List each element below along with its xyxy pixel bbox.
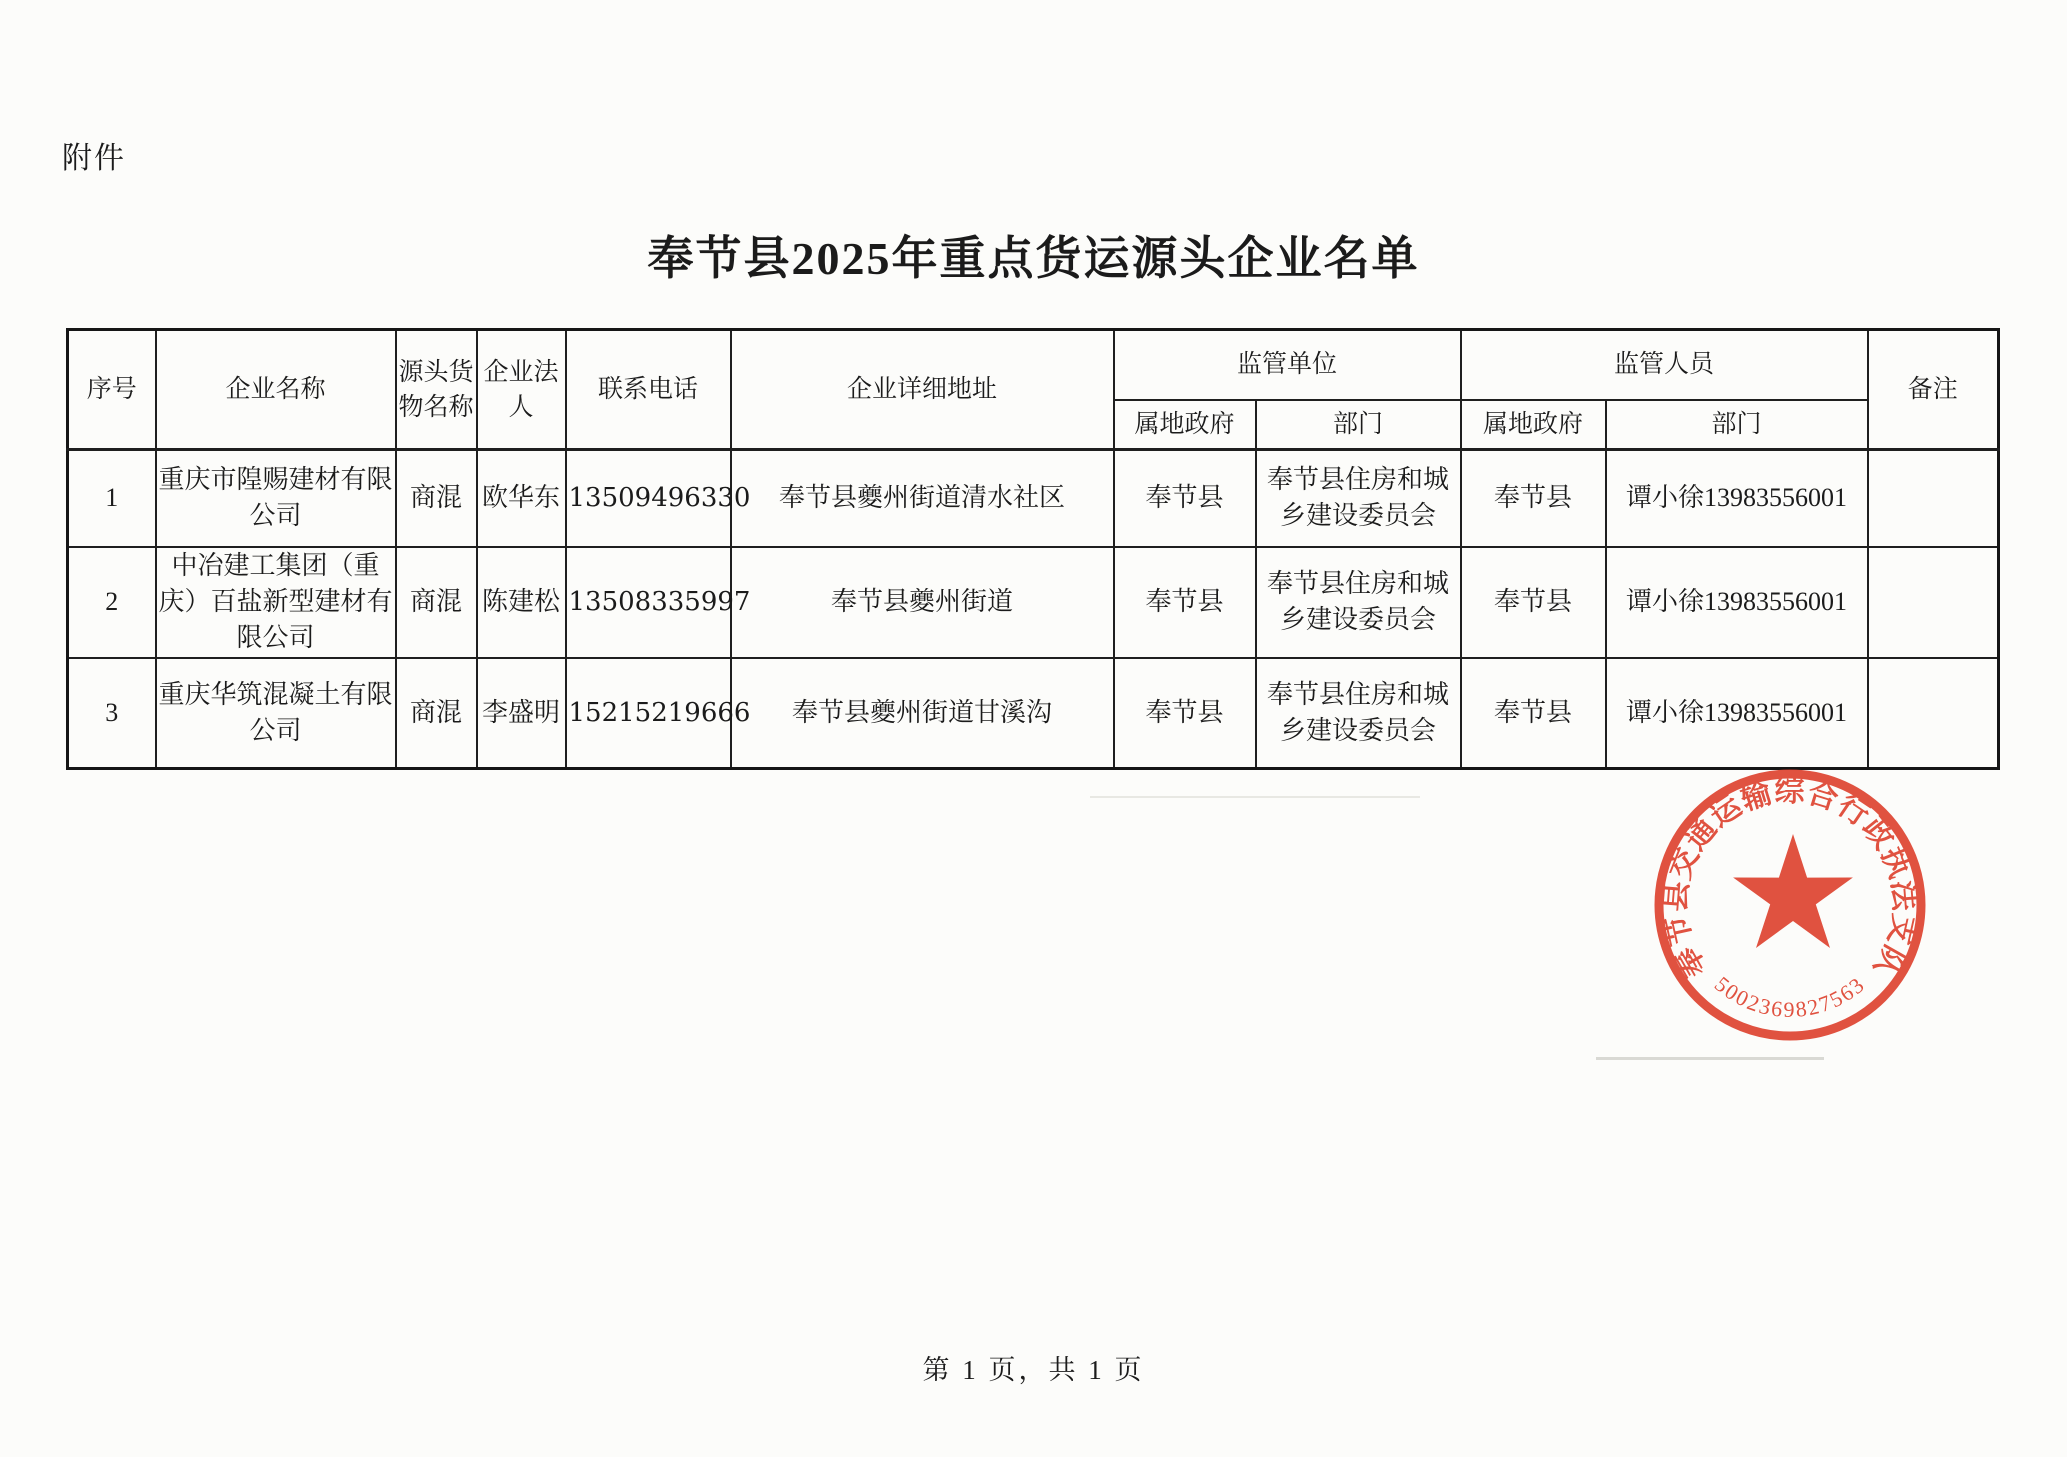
- seal-star: [1733, 834, 1853, 948]
- cell-seq: 1: [68, 450, 156, 547]
- header-phone: 联系电话: [566, 330, 731, 450]
- cell-phone: 15215219666: [566, 658, 731, 769]
- cell-address: 奉节县夔州街道: [731, 547, 1114, 658]
- header-remarks: 备注: [1868, 330, 1999, 450]
- scan-smudge: [1090, 796, 1420, 798]
- cell-company: 中冶建工集团（重庆）百盐新型建材有限公司: [156, 547, 396, 658]
- cell-unit-dept: 奉节县住房和城乡建设委员会: [1256, 658, 1461, 769]
- cell-person-local-gov: 奉节县: [1461, 658, 1606, 769]
- cell-phone: 13509496330: [566, 450, 731, 547]
- enterprise-table: [66, 328, 2000, 770]
- table-row: [68, 547, 1999, 658]
- header-person-local-gov: 属地政府: [1461, 400, 1606, 450]
- cell-person-local-gov: 奉节县: [1461, 450, 1606, 547]
- cell-person-dept: 谭小徐13983556001: [1606, 658, 1868, 769]
- header-unit-local-gov: 属地政府: [1114, 400, 1256, 450]
- header-address: 企业详细地址: [731, 330, 1114, 450]
- cell-remarks: [1868, 658, 1999, 769]
- table-row: [68, 450, 1999, 547]
- cell-person-local-gov: 奉节县: [1461, 547, 1606, 658]
- document-title: 奉节县2025年重点货运源头企业名单: [647, 233, 1420, 284]
- cell-unit-local-gov: 奉节县: [1114, 547, 1256, 658]
- cell-remarks: [1868, 450, 1999, 547]
- cell-person-dept: 谭小徐13983556001: [1606, 450, 1868, 547]
- header-unit-dept: 部门: [1256, 400, 1461, 450]
- cell-goods: 商混: [396, 658, 477, 769]
- cell-legal-person: 李盛明: [477, 658, 566, 769]
- table-header-row-1: [68, 330, 1999, 400]
- header-supervision-unit-group: 监管单位: [1114, 330, 1461, 400]
- attachment-label: 附件: [62, 142, 126, 175]
- cell-unit-dept: 奉节县住房和城乡建设委员会: [1256, 547, 1461, 658]
- cell-seq: 3: [68, 658, 156, 769]
- cell-goods: 商混: [396, 547, 477, 658]
- header-seq: 序号: [68, 330, 156, 450]
- cell-seq: 2: [68, 547, 156, 658]
- svg-text:5002369827563: [1710, 971, 1870, 1022]
- header-person-dept: 部门: [1606, 400, 1868, 450]
- table-row: [68, 658, 1999, 769]
- seal-serial-number: 5002369827563: [1709, 971, 1871, 1022]
- cell-legal-person: 欧华东: [477, 450, 566, 547]
- cell-person-dept: 谭小徐13983556001: [1606, 547, 1868, 658]
- page-footer: 第 1 页，共 1 页: [922, 1355, 1145, 1385]
- cell-address: 奉节县夔州街道甘溪沟: [731, 658, 1114, 769]
- cell-unit-local-gov: 奉节县: [1114, 450, 1256, 547]
- cell-goods: 商混: [396, 450, 477, 547]
- cell-unit-local-gov: 奉节县: [1114, 658, 1256, 769]
- cell-address: 奉节县夔州街道清水社区: [731, 450, 1114, 547]
- cell-company: 重庆华筑混凝土有限公司: [156, 658, 396, 769]
- cell-phone: 13508335997: [566, 547, 731, 658]
- header-legal-person: 企业法人: [477, 330, 566, 450]
- official-seal: [1640, 755, 1940, 1055]
- header-supervision-person-group: 监管人员: [1461, 330, 1868, 400]
- header-company: 企业名称: [156, 330, 396, 450]
- cell-remarks: [1868, 547, 1999, 658]
- header-goods: 源头货物名称: [396, 330, 477, 450]
- seal-arc-text: 奉节县交通运输综合行政执法支队: [1659, 775, 1921, 983]
- cell-legal-person: 陈建松: [477, 547, 566, 658]
- scan-smudge: [1596, 1057, 1824, 1060]
- cell-unit-dept: 奉节县住房和城乡建设委员会: [1256, 450, 1461, 547]
- cell-company: 重庆市隍赐建材有限公司: [156, 450, 396, 547]
